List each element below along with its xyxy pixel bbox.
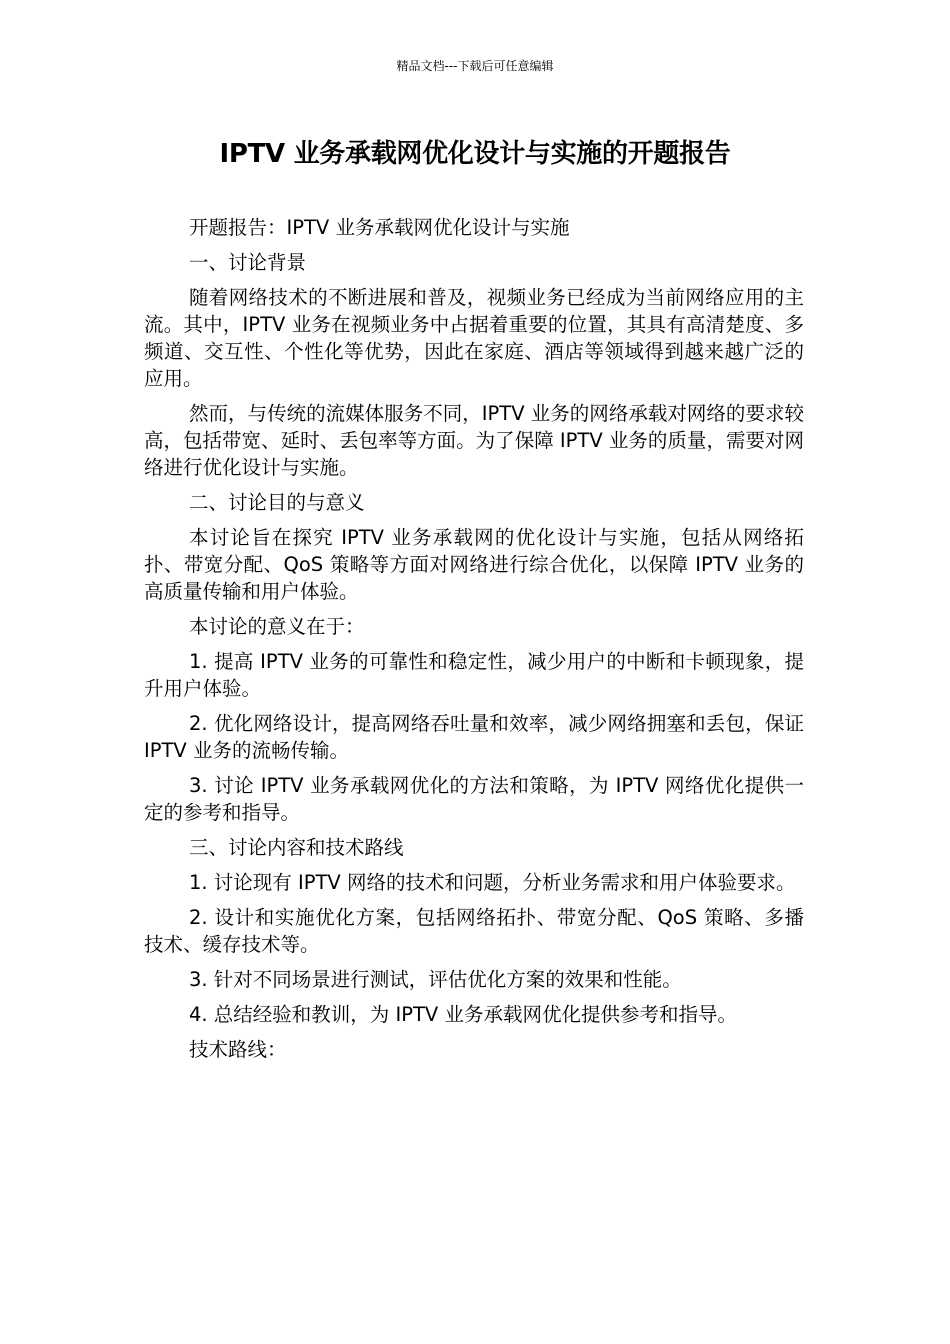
list-item-content-1: 1. 讨论现有 IPTV 网络的技术和问题，分析业务需求和用户体验要求。 [189, 871, 796, 894]
paragraph-background-1: 随着网络技术的不断进展和普及，视频业务已经成为当前网络应用的主流。其中，IPTV 业务在视频业务中占据着重要的位置，其具有高清楚度、多频道、交互性、个性化等优势，因此在家庭、酒店等领域得到越来越广泛的应用。 [144, 286, 804, 390]
section-heading-purpose: 二、讨论目的与意义 [189, 491, 365, 514]
list-item-significance-3: 3. 讨论 IPTV 业务承载网优化的方法和策略，为 IPTV 网络优化提供一定的参考和指导。 [144, 774, 804, 824]
list-item-content-3: 3. 针对不同场景进行测试，评估优化方案的效果和性能。 [189, 968, 682, 991]
list-item-significance-2: 2. 优化网络设计，提高网络吞吐量和效率，减少网络拥塞和丢包，保证 IPTV 业务的流畅传输。 [144, 712, 804, 762]
section-heading-content: 三、讨论内容和技术路线 [189, 836, 404, 859]
document-body [144, 214, 804, 1071]
report-subtitle: 开题报告：IPTV 业务承载网优化设计与实施 [189, 216, 570, 239]
document-title: IPTV 业务承载网优化设计与实施的开题报告 [219, 139, 731, 169]
paragraph-background-2: 然而，与传统的流媒体服务不同，IPTV 业务的网络承载对网络的要求较高，包括带宽、延时、丢包率等方面。为了保障 IPTV 业务的质量，需要对网络进行优化设计与实施。 [144, 402, 804, 479]
paragraph-significance-intro: 本讨论的意义在于： [189, 615, 365, 638]
list-item-significance-1: 1. 提高 IPTV 业务的可靠性和稳定性，减少用户的中断和卡顿现象，提升用户体验。 [144, 650, 804, 700]
page-header: 精品文档---下载后可任意编辑 [396, 59, 554, 73]
list-item-content-4: 4. 总结经验和教训，为 IPTV 业务承载网优化提供参考和指导。 [189, 1003, 737, 1026]
technical-route-label: 技术路线： [189, 1038, 287, 1061]
paragraph-purpose: 本讨论旨在探究 IPTV 业务承载网的优化设计与实施，包括从网络拓扑、带宽分配、QoS 策略等方面对网络进行综合优化，以保障 IPTV 业务的高质量传输和用户体验。 [144, 526, 804, 603]
section-heading-background: 一、讨论背景 [189, 251, 307, 274]
list-item-content-2: 2. 设计和实施优化方案，包括网络拓扑、带宽分配、QoS 策略、多播技术、缓存技术等。 [144, 906, 804, 956]
